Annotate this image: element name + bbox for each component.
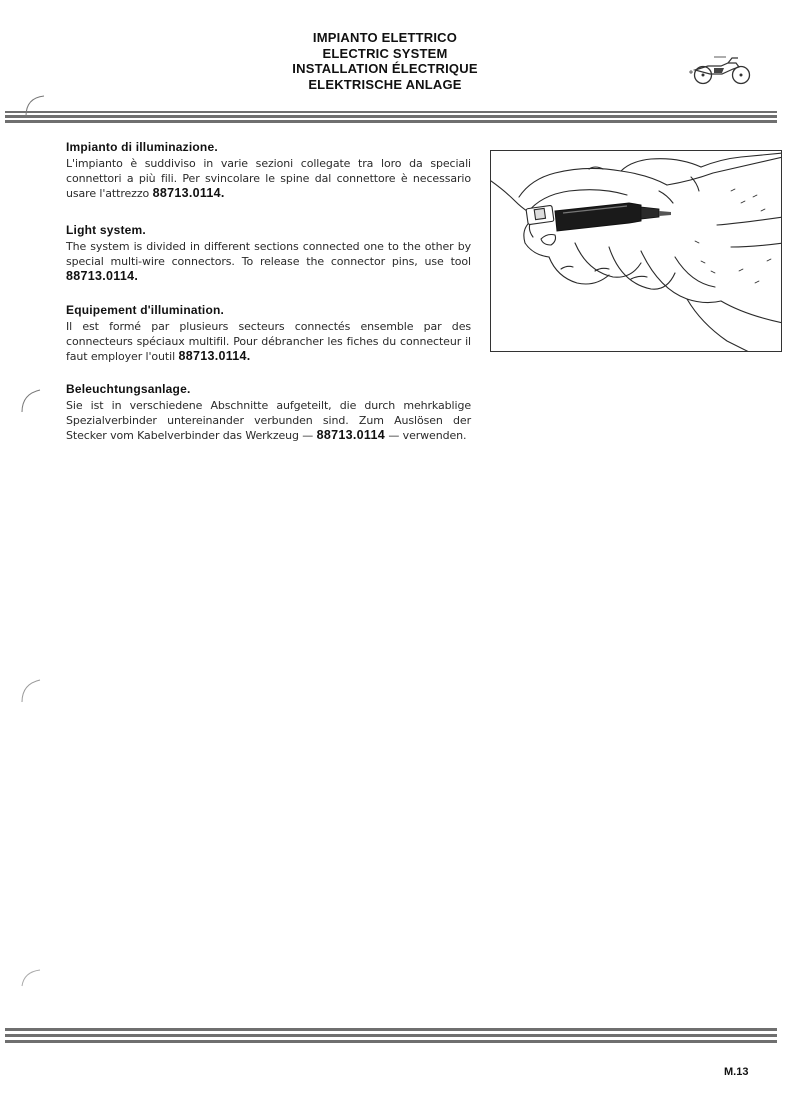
section-french [66,303,471,365]
section-heading: Light system. [66,223,146,237]
section-body [66,157,471,202]
section-italian [66,140,471,202]
top-rule [5,111,777,125]
section-heading: Equipement d'illumination. [66,303,225,317]
header-title-it: IMPIANTO ELETTRICO [312,30,458,45]
body-text: Sie ist in verschiedene Abschnitte aufgeteilt, die durch mehrkablige Spezialverbinder untereinander verbunden sind. Zum Auslösen der Stecker vom Kabelverbinder das Werkzeug — [66,399,471,442]
binder-hole-mark [16,966,46,996]
header-title-block [250,30,520,92]
tool-part-number: 88713.0114 [316,428,385,442]
tool-part-number: 88713.0114. [178,349,251,363]
body-text: The system is divided in different sections connected one to the other by special multi-wire connectors. To release the connector pins, use tool [66,240,471,268]
motorcycle-icon [686,52,756,92]
header-title-de: ELEKTRISCHE ANLAGE [308,76,462,92]
header-title-en: ELECTRIC SYSTEM [322,45,448,61]
binder-hole-mark [16,676,46,706]
header-title-fr: INSTALLATION ÉLECTRIQUE [292,61,478,76]
section-body [66,320,471,365]
section-heading: Impianto di illuminazione. [66,140,218,154]
section-english [66,223,471,285]
section-german [66,382,471,444]
body-text: Il est formé par plusieurs secteurs connectés ensemble par des connecteurs spéciaux multifil. Pour débrancher les fiches du connecteur il faut employer l'outil [66,320,471,363]
connector-tool-illustration [490,150,782,352]
tool-part-number: 88713.0114. [66,269,139,283]
section-body [66,240,471,285]
hands-using-connector-tool-drawing [491,151,782,352]
body-text-after: — verwenden. [384,429,467,442]
section-body [66,399,471,444]
section-heading: Beleuchtungsanlage. [66,382,191,396]
page-number: M.13 [724,1066,749,1078]
tool-part-number: 88713.0114. [152,186,225,200]
bottom-rule [5,1028,777,1044]
binder-hole-mark [18,92,48,122]
body-text: L'impianto è suddiviso in varie sezioni collegate tra loro da speciali connettori a più fili. Per svincolare le spine dal connettore è necessario usare l'attrezzo [66,157,471,200]
binder-hole-mark [16,386,46,416]
